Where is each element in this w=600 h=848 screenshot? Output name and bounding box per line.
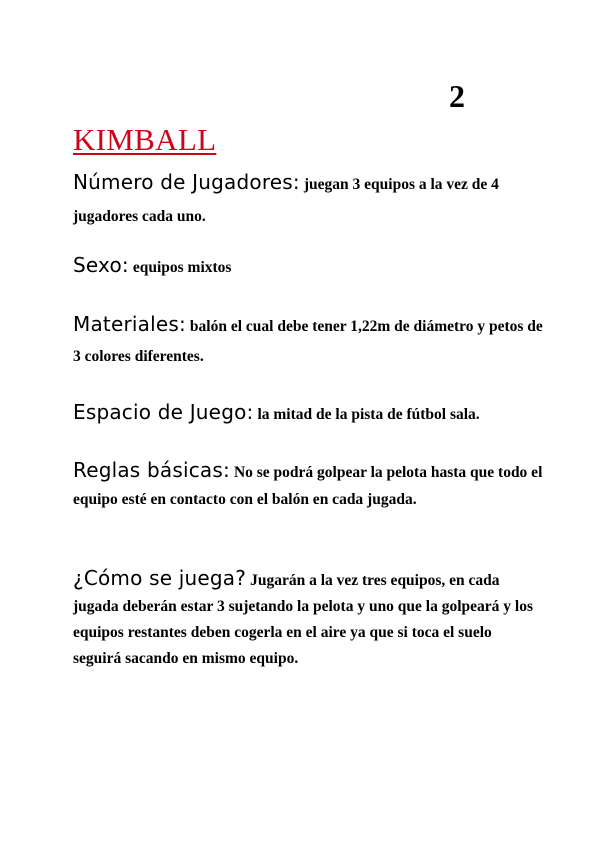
- section-reglas-basicas: [73, 457, 543, 513]
- section-espacio-de-juego: [73, 398, 543, 429]
- section-materiales: [73, 309, 543, 372]
- section-numero-jugadores: [73, 166, 543, 233]
- section-text: balón el cual debe tener 1,22m de diámetro y petos de 3 colores diferentes.: [73, 318, 543, 365]
- section-label: Materiales:: [73, 312, 186, 336]
- section-label: Reglas básicas:: [73, 458, 230, 482]
- page-number: 2: [449, 78, 465, 114]
- section-label: ¿Cómo se juega?: [73, 566, 247, 590]
- section-text: No se podrá golpear la pelota hasta que todo el equipo esté en contacto con el balón en cada jugada.: [73, 464, 543, 508]
- section-text: equipos mixtos: [132, 259, 232, 276]
- section-text: la mitad de la pista de fútbol sala.: [257, 406, 480, 423]
- section-label: Sexo:: [73, 253, 129, 277]
- section-label: Número de Jugadores:: [73, 170, 300, 194]
- section-text: Jugarán a la vez tres equipos, en cada jugada deberán estar 3 sujetando la pelota y uno que la golpeará y los equipos restantes deben cogerla en el aire ya que si toca el suelo seguirá sacando en mismo equipo.: [73, 572, 534, 667]
- section-como-se-juega: [73, 565, 543, 672]
- section-label: Espacio de Juego:: [73, 400, 254, 424]
- section-text: juegan 3 equipos a la vez de 4 jugadores cada uno.: [73, 176, 499, 225]
- section-sexo: [73, 251, 543, 282]
- document-title: KIMBALL: [73, 122, 217, 157]
